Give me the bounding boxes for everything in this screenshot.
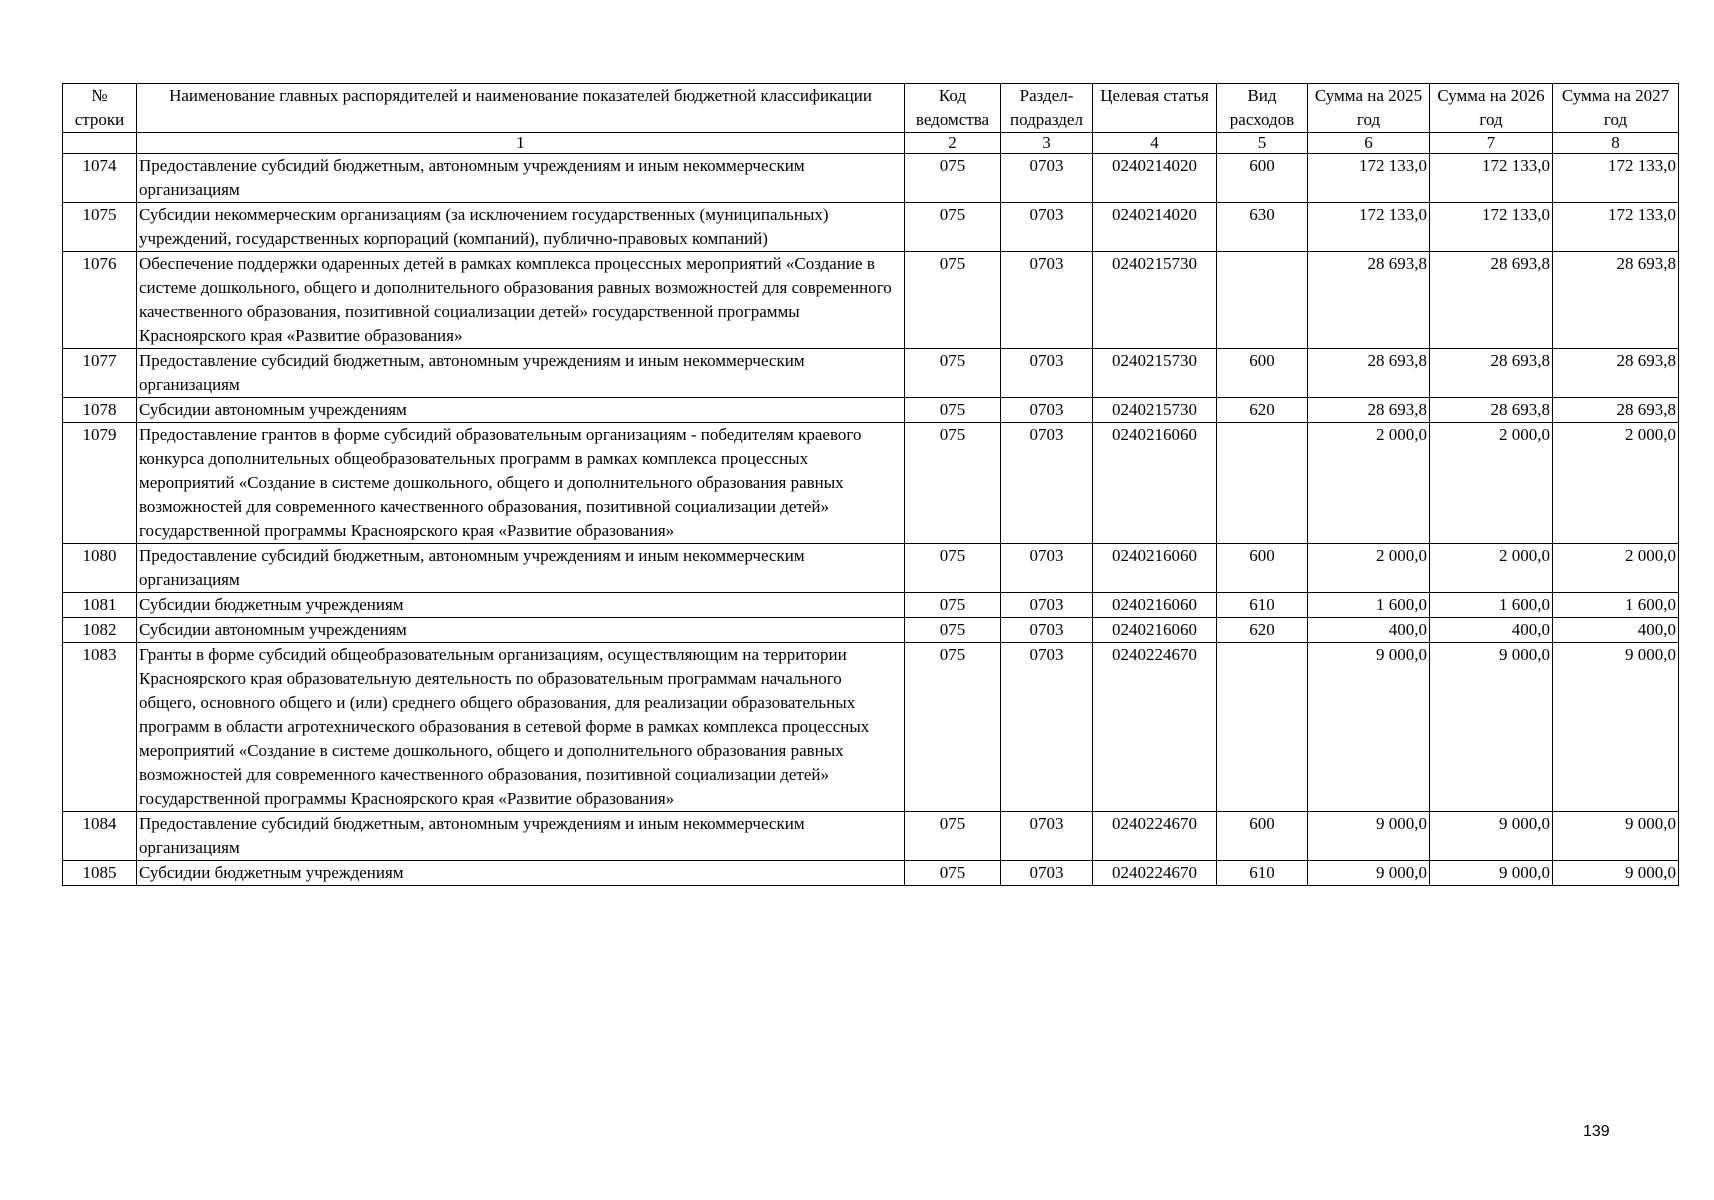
expense-type-cell: 600 — [1217, 812, 1308, 861]
sum-2026-cell: 9 000,0 — [1430, 812, 1553, 861]
column-number: 7 — [1430, 133, 1553, 154]
table-row — [63, 423, 1679, 544]
column-number — [63, 133, 137, 154]
row-number-cell: 1081 — [63, 593, 137, 618]
header-row-no: № строки — [63, 84, 137, 133]
row-name-cell: Субсидии автономным учреждениям — [137, 398, 905, 423]
header-name: Наименование главных распорядителей и наименование показателей бюджетной классификации — [137, 84, 905, 133]
table-row — [63, 544, 1679, 593]
table-row — [63, 618, 1679, 643]
row-name-cell: Субсидии некоммерческим организациям (за исключением государственных (муниципальных) учреждений, государственных корпораций (компаний), публично-правовых компаний) — [137, 203, 905, 252]
section-cell: 0703 — [1001, 861, 1093, 886]
section-cell: 0703 — [1001, 349, 1093, 398]
sum-2026-cell: 9 000,0 — [1430, 861, 1553, 886]
row-name-cell: Предоставление субсидий бюджетным, автономным учреждениям и иным некоммерческим организациям — [137, 154, 905, 203]
row-name-cell: Субсидии бюджетным учреждениям — [137, 861, 905, 886]
row-number-cell: 1077 — [63, 349, 137, 398]
sum-2027-cell: 9 000,0 — [1553, 861, 1679, 886]
section-cell: 0703 — [1001, 812, 1093, 861]
dept-code-cell: 075 — [905, 423, 1001, 544]
column-number: 4 — [1093, 133, 1217, 154]
table-row — [63, 154, 1679, 203]
expense-type-cell: 620 — [1217, 618, 1308, 643]
expense-type-cell: 630 — [1217, 203, 1308, 252]
sum-2025-cell: 28 693,8 — [1308, 398, 1430, 423]
expense-type-cell: 600 — [1217, 154, 1308, 203]
column-number: 1 — [137, 133, 905, 154]
section-cell: 0703 — [1001, 252, 1093, 349]
sum-2027-cell: 1 600,0 — [1553, 593, 1679, 618]
budget-table — [62, 83, 1679, 886]
sum-2027-cell: 28 693,8 — [1553, 252, 1679, 349]
column-numbers-row — [63, 133, 1679, 154]
sum-2026-cell: 400,0 — [1430, 618, 1553, 643]
row-number-cell: 1074 — [63, 154, 137, 203]
sum-2025-cell: 28 693,8 — [1308, 252, 1430, 349]
column-number: 5 — [1217, 133, 1308, 154]
sum-2025-cell: 9 000,0 — [1308, 643, 1430, 812]
section-cell: 0703 — [1001, 544, 1093, 593]
expense-type-cell: 610 — [1217, 593, 1308, 618]
column-number: 8 — [1553, 133, 1679, 154]
target-article-cell: 0240224670 — [1093, 643, 1217, 812]
target-article-cell: 0240215730 — [1093, 252, 1217, 349]
sum-2025-cell: 2 000,0 — [1308, 423, 1430, 544]
section-cell: 0703 — [1001, 593, 1093, 618]
section-cell: 0703 — [1001, 203, 1093, 252]
sum-2026-cell: 2 000,0 — [1430, 544, 1553, 593]
row-number-cell: 1083 — [63, 643, 137, 812]
sum-2026-cell: 2 000,0 — [1430, 423, 1553, 544]
section-cell: 0703 — [1001, 423, 1093, 544]
row-number-cell: 1076 — [63, 252, 137, 349]
target-article-cell: 0240216060 — [1093, 618, 1217, 643]
row-number-cell: 1080 — [63, 544, 137, 593]
row-number-cell: 1075 — [63, 203, 137, 252]
target-article-cell: 0240224670 — [1093, 812, 1217, 861]
sum-2025-cell: 172 133,0 — [1308, 203, 1430, 252]
row-name-cell: Предоставление субсидий бюджетным, автономным учреждениям и иным некоммерческим организациям — [137, 349, 905, 398]
table-row — [63, 593, 1679, 618]
row-name-cell: Субсидии бюджетным учреждениям — [137, 593, 905, 618]
sum-2025-cell: 9 000,0 — [1308, 812, 1430, 861]
dept-code-cell: 075 — [905, 861, 1001, 886]
column-number: 2 — [905, 133, 1001, 154]
table-body — [63, 154, 1679, 886]
target-article-cell: 0240214020 — [1093, 154, 1217, 203]
table-header — [63, 84, 1679, 154]
dept-code-cell: 075 — [905, 643, 1001, 812]
row-number-cell: 1078 — [63, 398, 137, 423]
table-row — [63, 861, 1679, 886]
row-name-cell: Гранты в форме субсидий общеобразовательным организациям, осуществляющим на территории Красноярского края образовательную деятельность по образовательным программам начального общего, основного общего и (или) среднего общего образования, для реализации образовательных программ в области агротехнического образования в сетевой форме в рамках комплекса процессных мероприятий «Создание в системе дошкольного, общего и дополнительного образования равных возможностей для современного качественного образования, позитивной социализации детей» государственной программы Красноярского края «Развитие образования» — [137, 643, 905, 812]
header-sum-2026: Сумма на 2026 год — [1430, 84, 1553, 133]
dept-code-cell: 075 — [905, 593, 1001, 618]
row-name-cell: Предоставление грантов в форме субсидий образовательным организациям - победителям краевого конкурса дополнительных общеобразовательных программ в рамках комплекса процессных мероприятий «Создание в системе дошкольного, общего и дополнительного образования равных возможностей для современного качественного образования, позитивной социализации детей» государственной программы Красноярского края «Развитие образования» — [137, 423, 905, 544]
dept-code-cell: 075 — [905, 544, 1001, 593]
sum-2027-cell: 2 000,0 — [1553, 544, 1679, 593]
header-target-article: Целевая статья — [1093, 84, 1217, 133]
expense-type-cell: 610 — [1217, 861, 1308, 886]
dept-code-cell: 075 — [905, 252, 1001, 349]
expense-type-cell — [1217, 643, 1308, 812]
sum-2027-cell: 9 000,0 — [1553, 643, 1679, 812]
table-row — [63, 398, 1679, 423]
sum-2025-cell: 1 600,0 — [1308, 593, 1430, 618]
row-name-cell: Обеспечение поддержки одаренных детей в рамках комплекса процессных мероприятий «Создание в системе дошкольного, общего и дополнительного образования равных возможностей для современного качественного образования, позитивной социализации детей» государственной программы Красноярского края «Развитие образования» — [137, 252, 905, 349]
expense-type-cell: 600 — [1217, 349, 1308, 398]
sum-2027-cell: 28 693,8 — [1553, 349, 1679, 398]
column-number: 6 — [1308, 133, 1430, 154]
target-article-cell: 0240215730 — [1093, 398, 1217, 423]
dept-code-cell: 075 — [905, 398, 1001, 423]
sum-2027-cell: 172 133,0 — [1553, 154, 1679, 203]
dept-code-cell: 075 — [905, 812, 1001, 861]
row-number-cell: 1084 — [63, 812, 137, 861]
section-cell: 0703 — [1001, 398, 1093, 423]
row-number-cell: 1079 — [63, 423, 137, 544]
target-article-cell: 0240224670 — [1093, 861, 1217, 886]
page-number: 139 — [1583, 1123, 1610, 1140]
header-dept-code: Код ведомства — [905, 84, 1001, 133]
target-article-cell: 0240216060 — [1093, 593, 1217, 618]
expense-type-cell: 600 — [1217, 544, 1308, 593]
table-row — [63, 643, 1679, 812]
header-row — [63, 84, 1679, 133]
header-section: Раздел-подраздел — [1001, 84, 1093, 133]
sum-2025-cell: 400,0 — [1308, 618, 1430, 643]
sum-2026-cell: 9 000,0 — [1430, 643, 1553, 812]
sum-2025-cell: 9 000,0 — [1308, 861, 1430, 886]
sum-2026-cell: 28 693,8 — [1430, 252, 1553, 349]
expense-type-cell — [1217, 252, 1308, 349]
expense-type-cell: 620 — [1217, 398, 1308, 423]
row-name-cell: Субсидии автономным учреждениям — [137, 618, 905, 643]
target-article-cell: 0240215730 — [1093, 349, 1217, 398]
dept-code-cell: 075 — [905, 203, 1001, 252]
sum-2027-cell: 28 693,8 — [1553, 398, 1679, 423]
target-article-cell: 0240216060 — [1093, 423, 1217, 544]
dept-code-cell: 075 — [905, 349, 1001, 398]
sum-2027-cell: 9 000,0 — [1553, 812, 1679, 861]
header-expense-type: Вид расходов — [1217, 84, 1308, 133]
table-row — [63, 203, 1679, 252]
sum-2026-cell: 172 133,0 — [1430, 203, 1553, 252]
sum-2025-cell: 2 000,0 — [1308, 544, 1430, 593]
sum-2026-cell: 172 133,0 — [1430, 154, 1553, 203]
row-number-cell: 1082 — [63, 618, 137, 643]
row-number-cell: 1085 — [63, 861, 137, 886]
header-sum-2027: Сумма на 2027 год — [1553, 84, 1679, 133]
table-row — [63, 252, 1679, 349]
table-row — [63, 812, 1679, 861]
dept-code-cell: 075 — [905, 618, 1001, 643]
expense-type-cell — [1217, 423, 1308, 544]
header-sum-2025: Сумма на 2025 год — [1308, 84, 1430, 133]
sum-2027-cell: 2 000,0 — [1553, 423, 1679, 544]
target-article-cell: 0240216060 — [1093, 544, 1217, 593]
table-row — [63, 349, 1679, 398]
section-cell: 0703 — [1001, 154, 1093, 203]
sum-2027-cell: 172 133,0 — [1553, 203, 1679, 252]
row-name-cell: Предоставление субсидий бюджетным, автономным учреждениям и иным некоммерческим организациям — [137, 544, 905, 593]
target-article-cell: 0240214020 — [1093, 203, 1217, 252]
sum-2027-cell: 400,0 — [1553, 618, 1679, 643]
section-cell: 0703 — [1001, 618, 1093, 643]
sum-2026-cell: 28 693,8 — [1430, 349, 1553, 398]
dept-code-cell: 075 — [905, 154, 1001, 203]
column-number: 3 — [1001, 133, 1093, 154]
sum-2026-cell: 1 600,0 — [1430, 593, 1553, 618]
section-cell: 0703 — [1001, 643, 1093, 812]
sum-2025-cell: 28 693,8 — [1308, 349, 1430, 398]
sum-2025-cell: 172 133,0 — [1308, 154, 1430, 203]
sum-2026-cell: 28 693,8 — [1430, 398, 1553, 423]
row-name-cell: Предоставление субсидий бюджетным, автономным учреждениям и иным некоммерческим организациям — [137, 812, 905, 861]
